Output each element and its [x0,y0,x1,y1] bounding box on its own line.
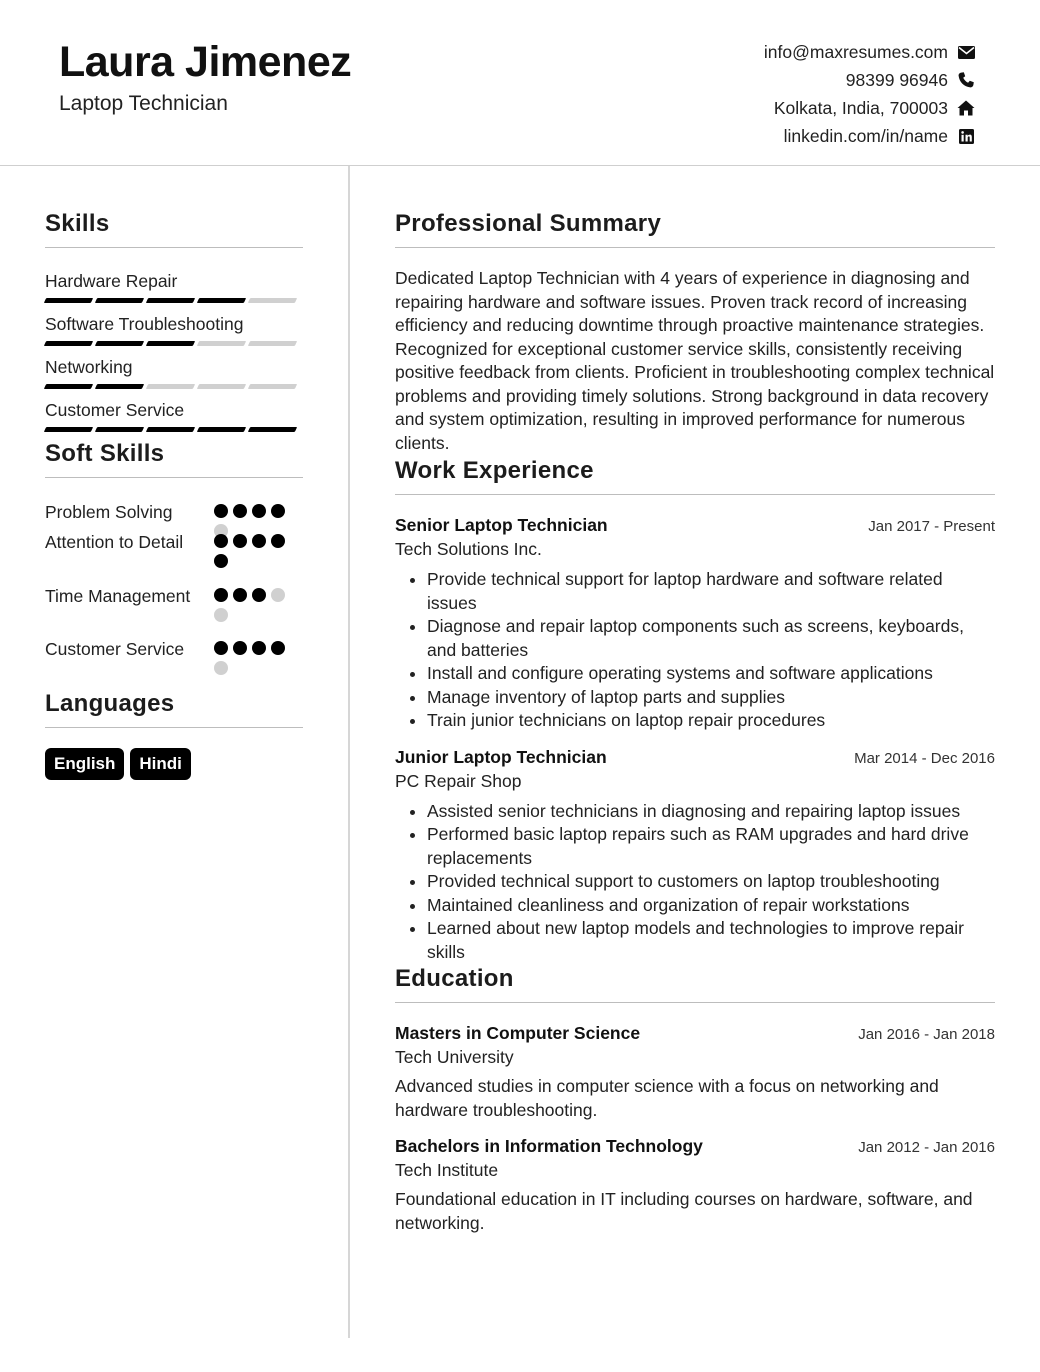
skill-level-bars [45,341,303,346]
skill-bar-empty [146,384,195,389]
skill-bar-filled [95,341,144,346]
job-bullet: • Install and configure operating systems and software applications [427,662,995,686]
education-dates: Jan 2016 - Jan 2018 [858,1026,995,1043]
skill-bar-filled [197,298,246,303]
soft-skill-label: Attention to Detail [45,532,184,552]
skill-dot-filled [252,534,266,548]
skill-bar-empty [248,384,297,389]
education-school: Tech University [395,1047,514,1067]
soft-skill-level-dots [214,504,288,538]
education-degree: Bachelors in Information Technology [395,1136,703,1156]
job-title: Junior Laptop Technician [395,746,607,767]
envelope-icon [956,42,976,62]
soft-skill-label: Problem Solving [45,502,173,522]
job-bullets [395,800,995,965]
language-tags [45,748,191,780]
skill-bar-filled [197,427,246,432]
skill-bar-empty [197,384,246,389]
skill-dot-empty [214,661,228,675]
skill-dot-filled [271,534,285,548]
education-school: Tech Institute [395,1160,499,1180]
skill-bar-filled [95,384,144,389]
skill-item [45,400,303,432]
resume-header [0,0,1040,166]
skill-level-bars [45,384,303,389]
skill-dot-filled [214,554,228,568]
skill-bar-filled [146,427,195,432]
job-bullet: • Learned about new laptop models and technologies to improve repair skills [427,917,995,964]
education-header [395,1136,995,1157]
experience-divider [395,494,995,495]
skill-dot-filled [233,534,247,548]
languages-section [45,690,303,728]
skill-dot-filled [214,641,228,655]
soft-skill-level-dots [214,588,288,622]
skill-label: Networking [45,357,133,377]
skills-heading: Skills [45,210,110,237]
column-divider [348,166,350,1338]
summary-heading: Professional Summary [395,210,662,237]
skill-item [45,357,303,389]
language-tag: Hindi [130,748,191,780]
job-bullet: • Provide technical support for laptop hardware and software related issues [427,568,995,615]
soft-skill-level-dots [214,534,288,568]
skill-bar-filled [146,341,195,346]
skill-item [45,271,303,303]
skill-dot-filled [214,534,228,548]
job-company: PC Repair Shop [395,770,522,791]
experience-section [395,457,995,964]
soft-skills-heading: Soft Skills [45,440,165,467]
job-bullet: • Maintained cleanliness and organization of repair workstations [427,894,995,918]
skill-bar-filled [95,298,144,303]
education-entry [395,1136,995,1235]
skill-dot-filled [271,504,285,518]
contact-phone-text: 98399 96946 [845,69,948,90]
skill-bar-filled [95,427,144,432]
contact-email[interactable] [764,38,976,66]
job-bullet: • Performed basic laptop repairs such as RAM upgrades and hard drive replacements [427,823,995,870]
skills-divider [45,247,303,248]
contact-address [764,94,976,122]
education-description: Foundational education in IT including courses on hardware, software, and networking. [395,1189,973,1233]
skill-dot-filled [214,588,228,602]
education-degree: Masters in Computer Science [395,1023,641,1043]
linkedin-icon [956,126,976,146]
skill-dot-filled [214,504,228,518]
summary-text: Dedicated Laptop Technician with 4 years of experience in diagnosing and repairing hardware and software issues. Proven track record of increasing efficiency and reducing downtime through proactive maintenance strategies. Recognized for exceptional customer service skills, consistently receiving positive feedback from clients. Proficient in troubleshooting complex technical problems and providing timely solutions. Strong background in data recovery and system optimization, resulting in improved performance for numerous clients. [395,268,995,453]
soft-skill-label: Time Management [45,586,191,606]
languages-heading: Languages [45,690,175,717]
job-dates: Mar 2014 - Dec 2016 [854,749,995,767]
job-bullet: • Diagnose and repair laptop components such as screens, keyboards, and batteries [427,615,995,662]
job-header [395,515,995,536]
skill-dot-filled [252,504,266,518]
contact-phone[interactable] [764,66,976,94]
job-bullet: • Manage inventory of laptop parts and supplies [427,686,995,710]
education-description: Advanced studies in computer science with a focus on networking and hardware troubleshooting. [395,1076,939,1120]
skill-dot-filled [233,504,247,518]
skill-bar-filled [248,427,297,432]
contact-info [764,38,976,150]
skill-label: Software Troubleshooting [45,314,244,334]
skill-dot-filled [233,588,247,602]
soft-skills-divider [45,477,303,478]
education-section [395,965,995,1235]
skill-bar-empty [248,341,297,346]
skill-dot-empty [271,588,285,602]
skill-bar-empty [248,298,297,303]
soft-skills-section [45,440,303,478]
job-header [395,747,995,768]
education-heading: Education [395,965,514,992]
skill-dot-filled [271,641,285,655]
job-dates: Jan 2017 - Present [868,518,995,535]
contact-linkedin-text: linkedin.com/in/name [783,125,948,146]
language-tag: English [45,748,124,780]
skills-section [45,210,303,248]
skill-dot-filled [252,588,266,602]
home-icon [956,98,976,118]
job-title: Senior Laptop Technician [395,515,608,535]
candidate-title: Laptop Technician [59,92,228,115]
phone-icon [956,70,976,90]
contact-linkedin[interactable] [764,122,976,150]
job-bullet: • Provided technical support to customers on laptop troubleshooting [427,870,995,894]
skill-level-bars [45,427,303,432]
experience-heading: Work Experience [395,457,594,484]
skill-dot-filled [233,641,247,655]
skill-bar-filled [146,298,195,303]
contact-email-text: info@maxresumes.com [763,41,948,62]
soft-skill-label: Customer Service [45,639,185,659]
contact-address-text: Kolkata, India, 700003 [773,97,948,118]
education-entry [395,1023,995,1122]
job-company: Tech Solutions Inc. [395,539,542,559]
job-entry [395,515,995,733]
skill-bar-filled [44,341,93,346]
education-divider [395,1002,995,1003]
skill-dot-filled [252,641,266,655]
skill-label: Customer Service [45,400,185,420]
skill-bar-empty [197,341,246,346]
languages-divider [45,727,303,728]
summary-section [395,210,995,455]
skill-dot-empty [214,608,228,622]
job-bullet: • Train junior technicians on laptop repair procedures [427,709,995,733]
skill-label: Hardware Repair [45,271,178,291]
job-bullets [395,568,995,733]
skill-bar-filled [44,384,93,389]
candidate-name: Laura Jimenez [59,38,352,86]
skill-level-bars [45,298,303,303]
skill-bar-filled [44,427,93,432]
education-dates: Jan 2012 - Jan 2016 [858,1139,995,1156]
job-entry [395,747,995,965]
job-bullet: • Assisted senior technicians in diagnosing and repairing laptop issues [427,800,995,824]
skill-item [45,314,303,346]
skill-bar-filled [44,298,93,303]
education-header [395,1023,995,1044]
summary-divider [395,247,995,248]
soft-skill-level-dots [214,641,288,675]
